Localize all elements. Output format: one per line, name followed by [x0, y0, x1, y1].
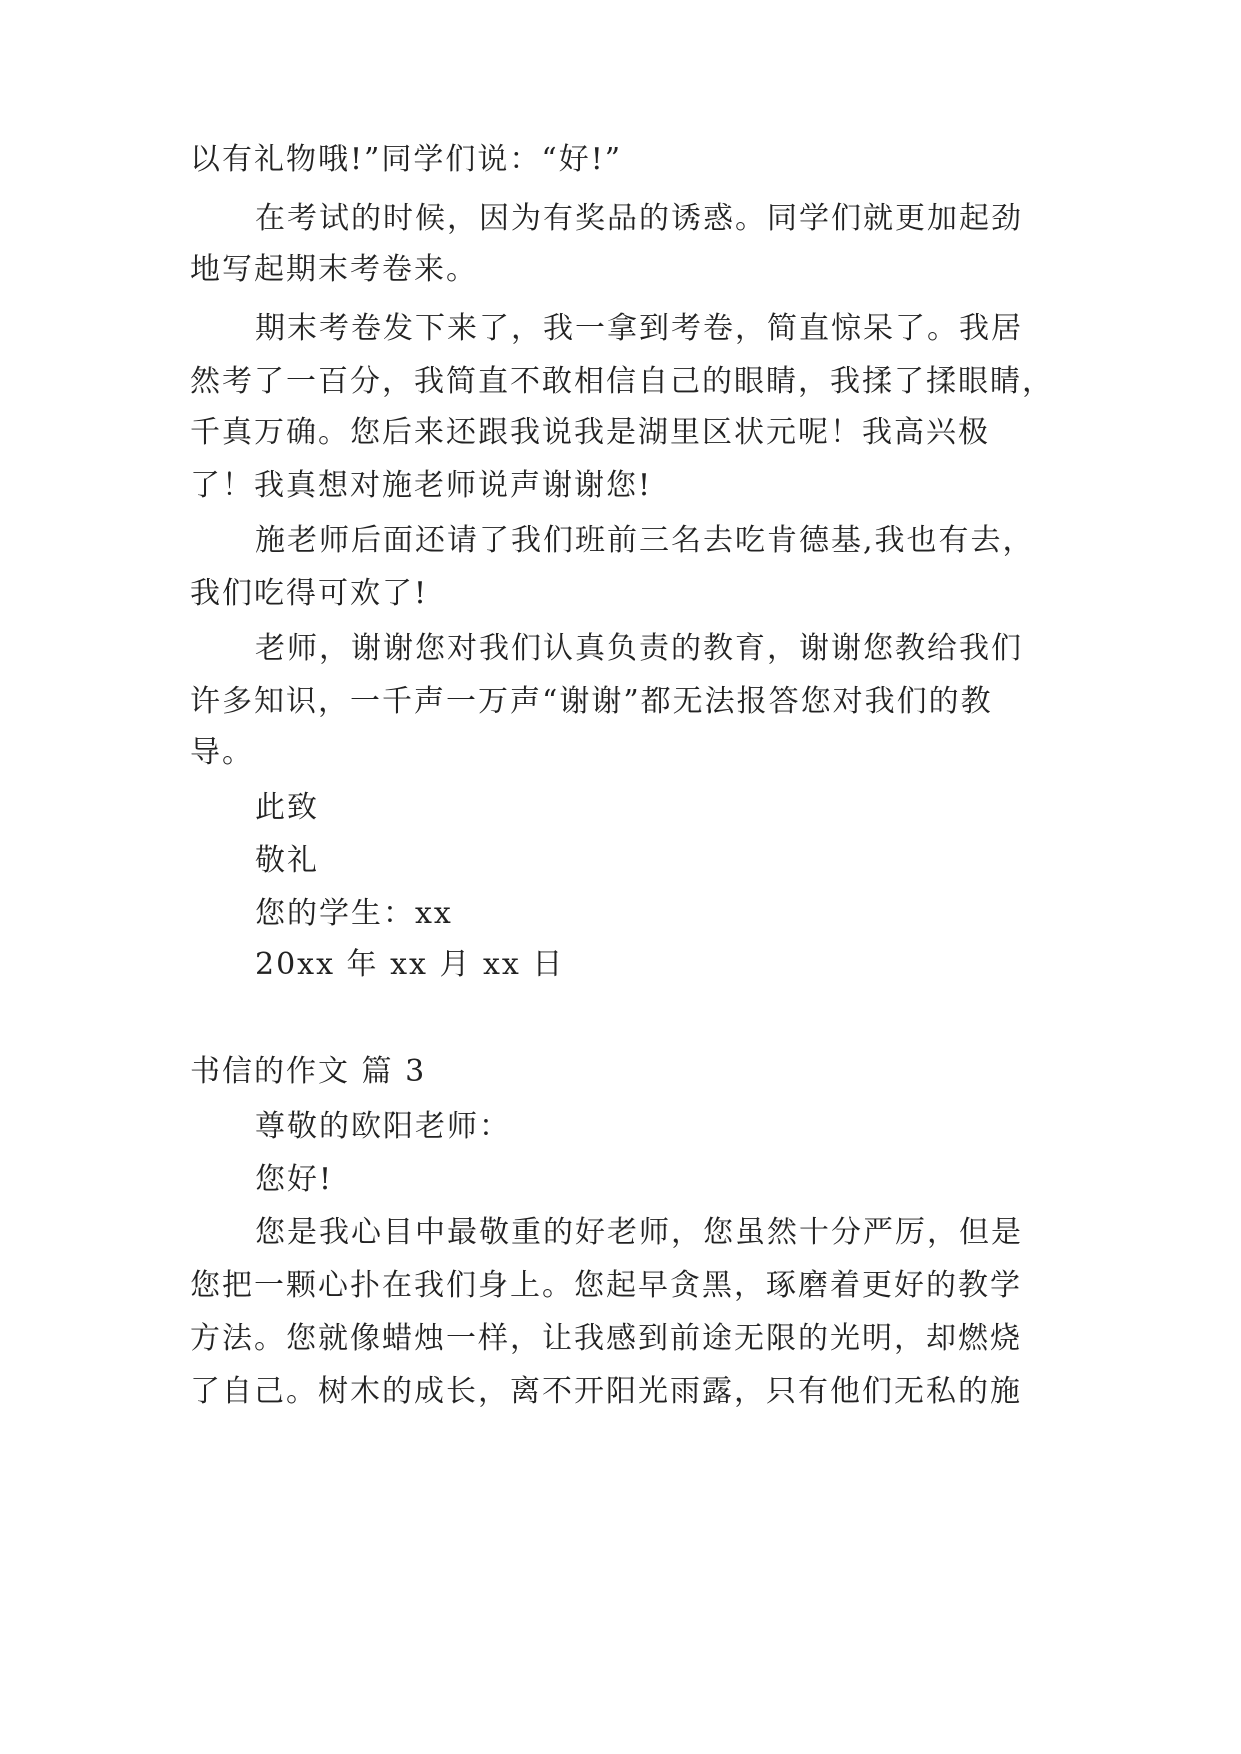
paragraph-line: 期末考卷发下来了，我一拿到考卷，简直惊呆了。我居: [255, 311, 1023, 346]
paragraph-line: 了自己。树木的成长，离不开阳光雨露，只有他们无私的施: [190, 1374, 1022, 1409]
paragraph-line: 导。: [190, 735, 254, 770]
paragraph-line: 然考了一百分，我简直不敢相信自己的眼睛，我揉了揉眼睛，: [190, 364, 1054, 399]
paragraph-line: 老师，谢谢您对我们认真负责的教育，谢谢您教给我们: [255, 631, 1023, 666]
letter-date: 20xx 年 xx 月 xx 日: [255, 947, 565, 982]
signature: 您的学生：xx: [255, 896, 453, 931]
paragraph-line: 以有礼物哦!”同学们说：“好!”: [190, 142, 623, 177]
closing-salutation: 敬礼: [255, 843, 319, 878]
paragraph-line: 您是我心目中最敬重的好老师，您虽然十分严厉，但是: [255, 1215, 1023, 1250]
paragraph-line: 施老师后面还请了我们班前三名去吃肯德基,我也有去，: [255, 523, 1035, 558]
closing-salutation: 此致: [255, 790, 319, 825]
letter-hello: 您好!: [255, 1162, 334, 1197]
paragraph-line: 了！我真想对施老师说声谢谢您!: [190, 468, 653, 503]
paragraph-line: 千真万确。您后来还跟我说我是湖里区状元呢！我高兴极: [190, 415, 990, 450]
paragraph-line: 在考试的时候，因为有奖品的诱惑。同学们就更加起劲: [255, 201, 1023, 236]
paragraph-line: 地写起期末考卷来。: [190, 252, 478, 287]
paragraph-line: 方法。您就像蜡烛一样，让我感到前途无限的光明，却燃烧: [190, 1321, 1022, 1356]
section-heading: 书信的作文 篇 3: [190, 1054, 427, 1089]
paragraph-line: 我们吃得可欢了!: [190, 576, 429, 611]
paragraph-line: 许多知识，一千声一万声“谢谢”都无法报答您对我们的教: [190, 684, 993, 719]
letter-greeting: 尊敬的欧阳老师：: [255, 1109, 511, 1144]
paragraph-line: 您把一颗心扑在我们身上。您起早贪黑，琢磨着更好的教学: [190, 1268, 1022, 1303]
